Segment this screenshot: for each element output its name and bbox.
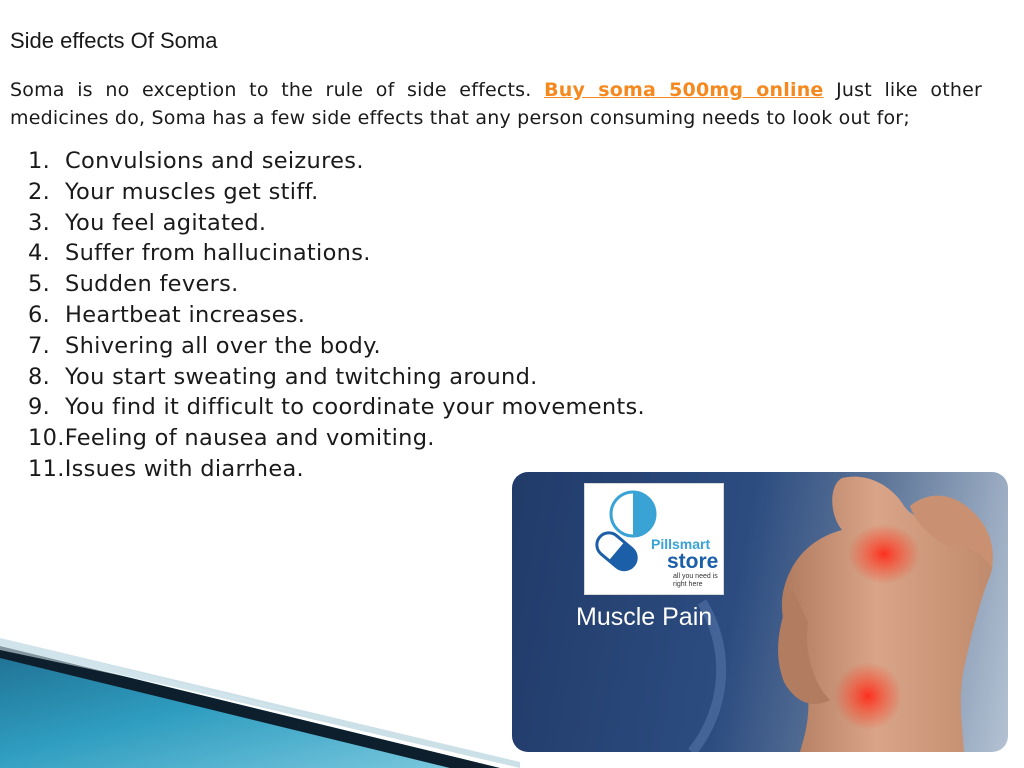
brand-tagline: all you need is right here (673, 573, 718, 588)
list-item-number: 4. (28, 240, 51, 267)
brand-name-top: Pillsmart (651, 536, 711, 552)
intro-text-end: Just like other medicines do, Soma has a few side effects that any person consuming needs to look out for; (10, 79, 982, 129)
list-item (28, 392, 645, 423)
list-item-number: 2. (28, 178, 51, 205)
list-item (28, 269, 645, 300)
list-item-text: Feeling of nausea and vomiting. (64, 425, 435, 452)
list-item-text: You feel agitated. (65, 209, 267, 236)
list-item-number: 1. (28, 148, 51, 174)
list-item-text: You start sweating and twitching around. (65, 363, 538, 390)
brand-name-store: store (667, 550, 719, 573)
list-item-number: 11. (28, 455, 65, 482)
side-effects-list (28, 146, 645, 485)
list-item-text: You find it difficult to coordinate your movements. (65, 394, 646, 421)
list-item (28, 362, 645, 393)
list-item-number: 5. (28, 271, 51, 298)
list-item-number: 8. (28, 363, 51, 390)
list-item-text: Suffer from hallucinations. (65, 240, 371, 267)
list-item-text: Your muscles get stiff. (65, 178, 319, 205)
list-item (28, 300, 645, 331)
pillsmart-store-logo (584, 483, 724, 595)
card-title: Muscle Pain (576, 603, 713, 631)
list-item (28, 177, 645, 208)
list-item-number: 7. (28, 332, 51, 359)
list-item (28, 208, 645, 239)
buy-soma-link[interactable]: Buy soma 500mg online (544, 79, 824, 101)
list-item-text: Sudden fevers. (65, 271, 239, 298)
slide-heading: Side effects Of Soma (10, 28, 218, 53)
list-item-number: 6. (28, 301, 51, 328)
list-item (28, 423, 645, 454)
list-item-text: Issues with diarrhea. (64, 455, 305, 482)
list-item (28, 146, 645, 177)
list-item-text: Heartbeat increases. (65, 301, 306, 328)
intro-paragraph (10, 76, 982, 132)
list-item (28, 238, 645, 269)
intro-text-start: Soma is no exception to the rule of side effects. (10, 79, 545, 101)
list-item-number: 9. (28, 394, 51, 421)
list-item-number: 10. (28, 425, 65, 452)
muscle-pain-image (512, 472, 1008, 752)
decorative-corner-stripes (0, 628, 520, 768)
list-item-number: 3. (28, 209, 51, 236)
list-item (28, 331, 645, 362)
list-item-text: Convulsions and seizures. (65, 148, 364, 174)
list-item-text: Shivering all over the body. (65, 332, 381, 359)
